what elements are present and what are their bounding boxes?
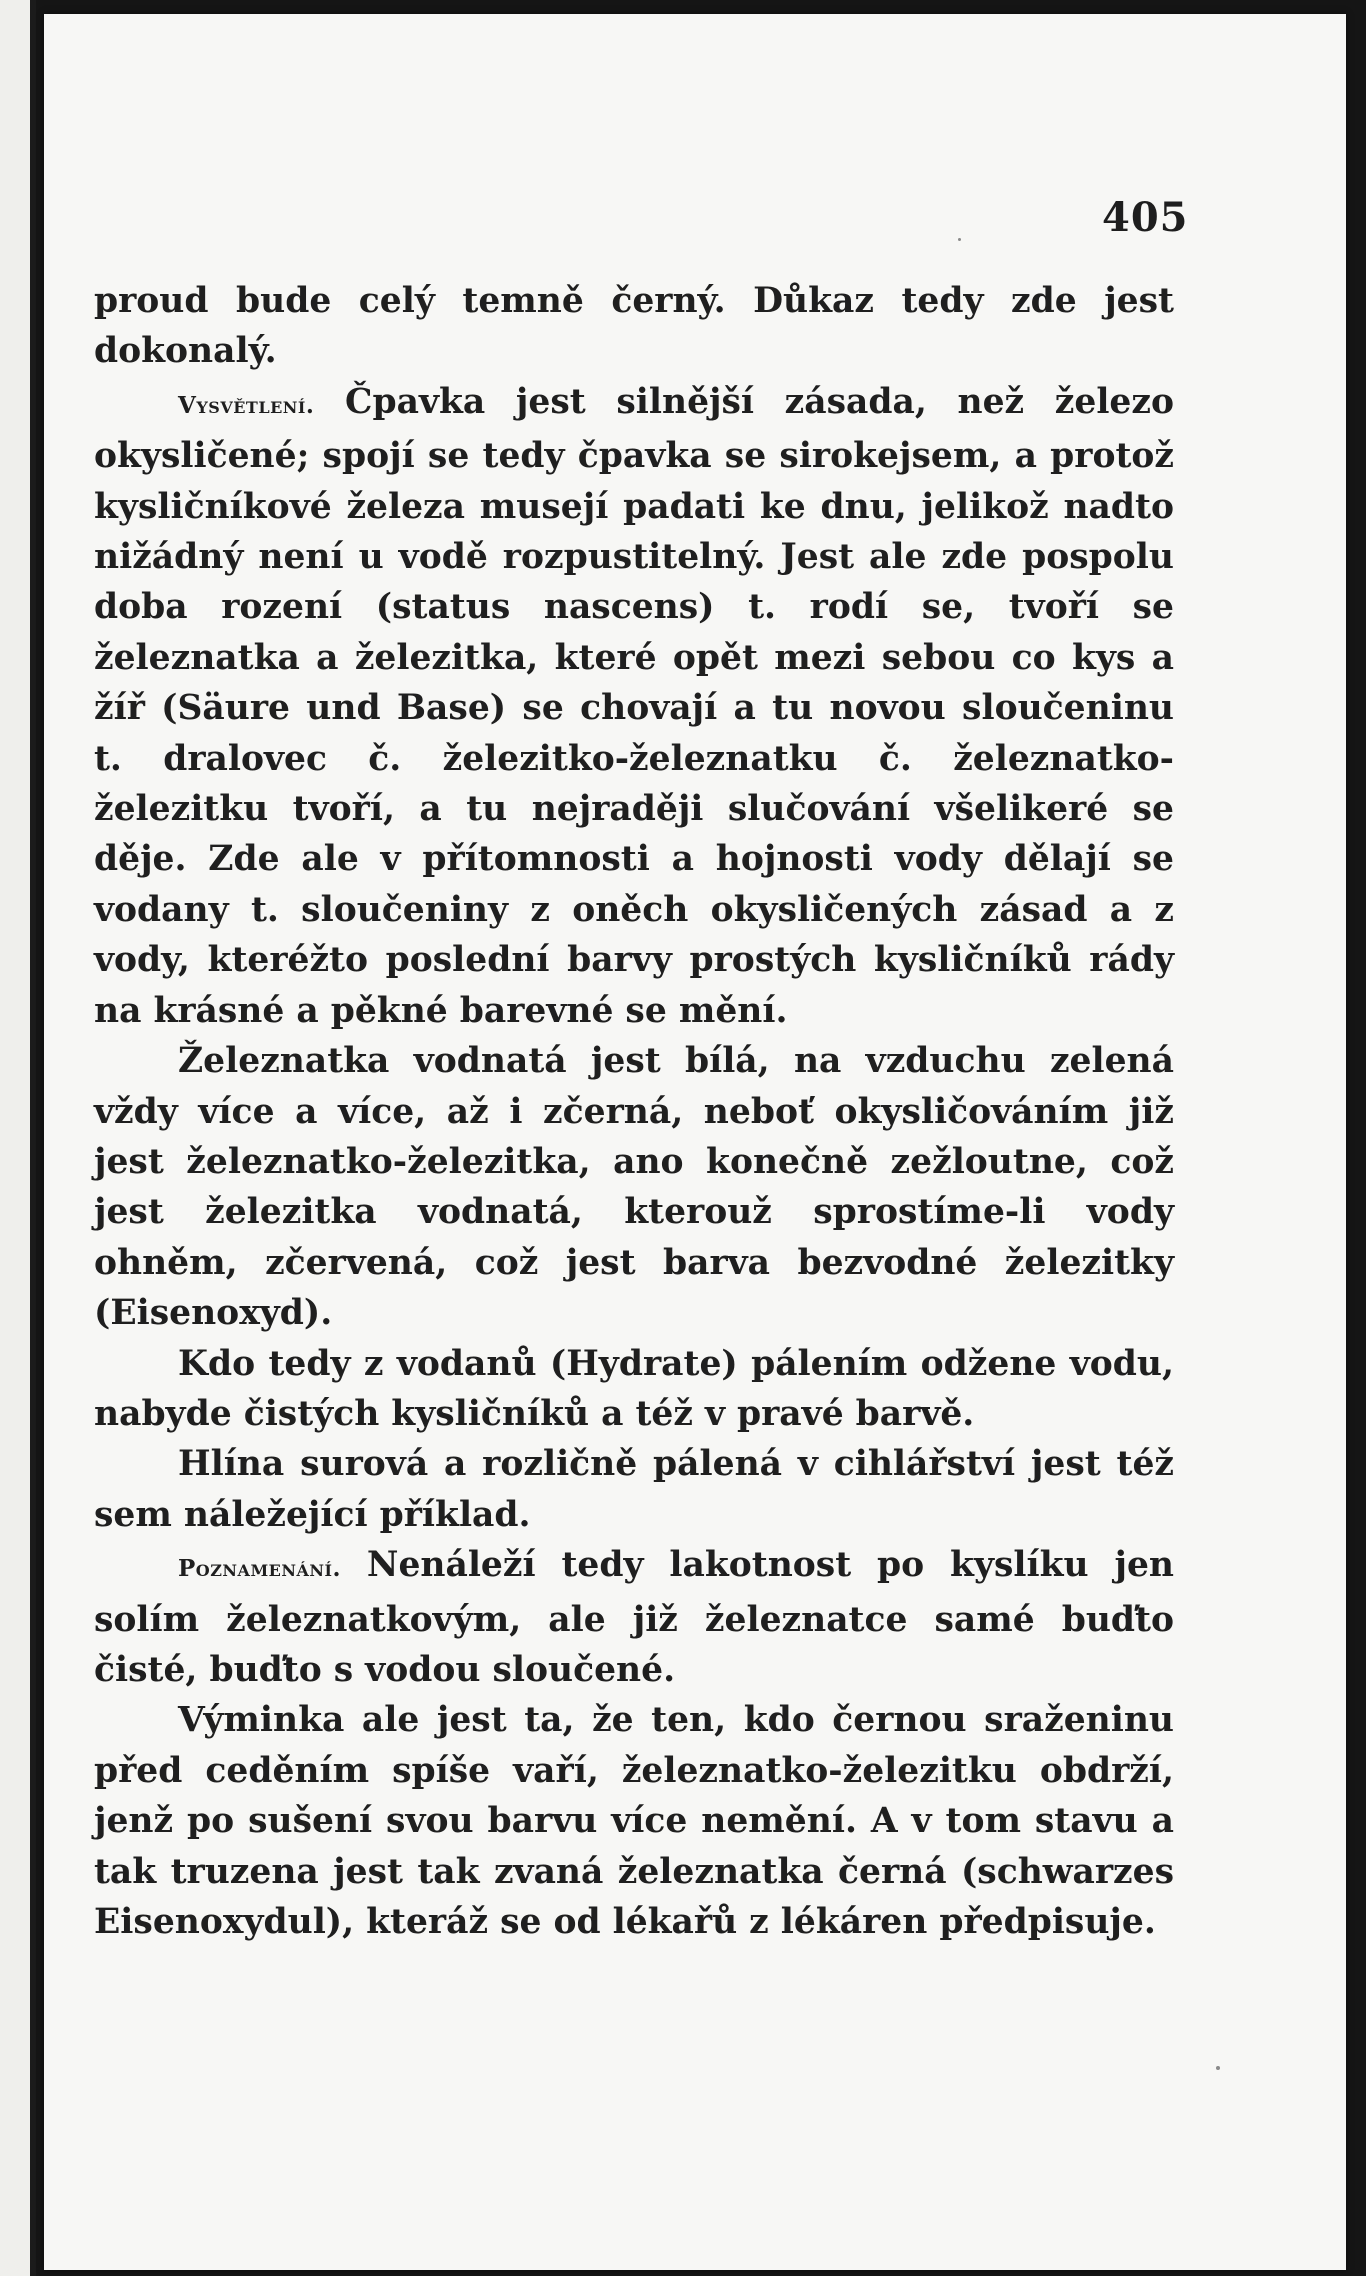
paragraph-text: Hlína surová a rozličně pálená v cihlářství jest též sem náležející příklad. bbox=[94, 1444, 1174, 1535]
paragraph-lead: Poznamenání. bbox=[178, 1555, 342, 1583]
paragraph-text: Výminka ale jest ta, že ten, kdo černou sraženinu před ceděním spíše vaří, železnatko-železitku obdrží, jenž po sušení svou barvu více nemění. A v tom stavu a tak truzena jest tak zvaná železnatka černá (schwarzes Eisenoxydul), kteráž se od lékařů z lékáren předpisuje. bbox=[94, 1700, 1174, 1942]
paragraph-text: proud bude celý temně černý. Důkaz tedy zde jest dokonalý. bbox=[94, 281, 1174, 372]
speck-mark bbox=[958, 238, 961, 241]
paragraph-text: Kdo tedy z vodanů (Hydrate) pálením odžene vodu, nabyde čistých kysličníků a též v pravé barvě. bbox=[94, 1343, 1174, 1434]
book-page bbox=[44, 14, 1346, 2270]
paragraph-hlina bbox=[94, 1439, 1174, 1540]
paragraph-lead: Vysvětlení. bbox=[178, 391, 315, 419]
paragraph-1 bbox=[94, 276, 1174, 377]
paragraph-text: Čpavka jest silnější zásada, než železo okysličené; spojí se tedy čpavka se sirokejsem, a protož kysličníkové železa musejí padati ke dnu, jelikož nadto nižádný není u vodě rozpustitelný. Jest ale zde pospolu doba rození (status nascens) t. rodí se, tvoří se železnatka a železitka, které opět mezi sebou co kys a žíř (Säure und Base) se chovají a tu novou sloučeninu t. dralovec č. železitko-železnatku č. železnatko-železitku tvoří, a tu nejraději slučování všelikeré se děje. Zde ale v přítomnosti a hojnosti vody dělají se vodany t. sloučeniny z oněch okysličených zásad a z vody, kteréžto poslední barvy prostých kysličníků rády na krásné a pěkné barevné se mění. bbox=[94, 381, 1174, 1031]
paragraph-poznamenani bbox=[94, 1540, 1174, 1695]
page-body bbox=[94, 276, 1174, 1947]
paragraph-zeleznatka bbox=[94, 1036, 1174, 1338]
speck-mark bbox=[1216, 2066, 1220, 2070]
paragraph-vyminka bbox=[94, 1695, 1174, 1947]
paragraph-vysvetleni bbox=[94, 377, 1174, 1036]
paragraph-hydrate bbox=[94, 1339, 1174, 1440]
paragraph-text: Železnatka vodnatá jest bílá, na vzduchu zelená vždy více a více, až i zčerná, neboť okysličováním již jest železnatko-železitka, ano konečně zežloutne, což jest železitka vodnatá, kterouž sprostíme-li vody ohněm, zčervená, což jest barva bezvodné železitky (Eisenoxyd). bbox=[94, 1041, 1174, 1334]
page-left-edge bbox=[0, 0, 36, 2276]
page-number: 405 bbox=[1102, 194, 1189, 241]
paragraph-text: Nenáleží tedy lakotnost po kyslíku jen solím železnatkovým, ale již železnatce samé buďto čisté, buďto s vodou sloučené. bbox=[94, 1545, 1175, 1690]
